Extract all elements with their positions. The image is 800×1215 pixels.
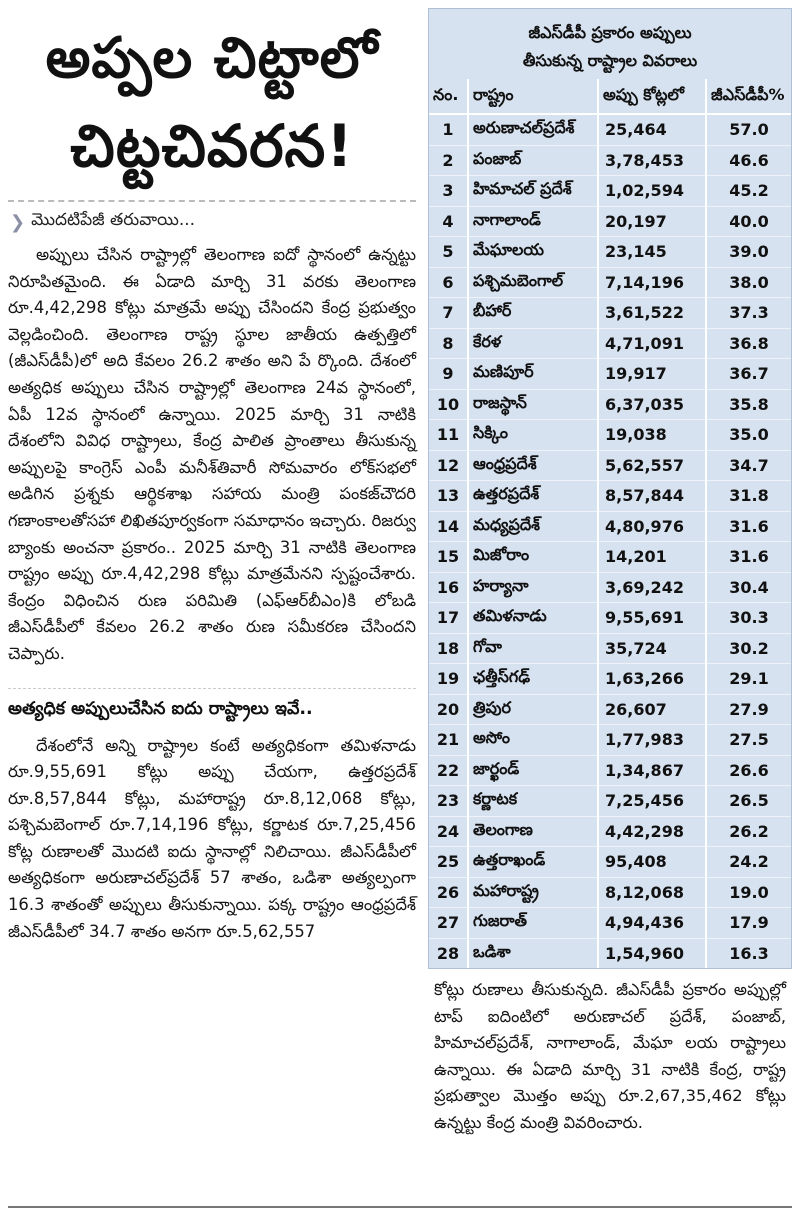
cell-gsdp: 16.3 — [706, 938, 791, 968]
article-left-column — [8, 4, 416, 1209]
cell-gsdp: 37.3 — [706, 298, 791, 329]
cell-sno: 4 — [429, 206, 468, 237]
headline-line-1: అప్పల చిట్టాలో — [45, 26, 379, 91]
table-row — [429, 664, 791, 695]
table-row — [429, 786, 791, 817]
table-row — [429, 816, 791, 847]
subheading: అత్యధిక అప్పులుచేసిన ఐదు రాష్ట్రాలు ఇవే.. — [8, 688, 416, 723]
cell-sno: 22 — [429, 755, 468, 786]
cell-sno: 11 — [429, 420, 468, 451]
cell-gsdp: 31.6 — [706, 542, 791, 573]
cell-debt: 4,71,091 — [598, 328, 706, 359]
table-row — [429, 725, 791, 756]
cell-debt: 1,02,594 — [598, 176, 706, 207]
table-row — [429, 267, 791, 298]
cell-sno: 23 — [429, 786, 468, 817]
cell-sno: 27 — [429, 908, 468, 939]
table-row — [429, 176, 791, 207]
cell-gsdp: 34.7 — [706, 450, 791, 481]
cell-state: కేరళ — [468, 328, 598, 359]
cell-debt: 26,607 — [598, 694, 706, 725]
cell-gsdp: 26.6 — [706, 755, 791, 786]
cell-debt: 8,57,844 — [598, 481, 706, 512]
table-row — [429, 359, 791, 390]
cell-gsdp: 26.2 — [706, 816, 791, 847]
cell-debt: 3,69,242 — [598, 572, 706, 603]
debt-table — [429, 79, 791, 968]
cell-sno: 17 — [429, 603, 468, 634]
cell-debt: 19,917 — [598, 359, 706, 390]
table-row — [429, 633, 791, 664]
cell-debt: 14,201 — [598, 542, 706, 573]
cell-sno: 2 — [429, 145, 468, 176]
cell-gsdp: 39.0 — [706, 237, 791, 268]
table-row — [429, 328, 791, 359]
cell-state: మహారాష్ట్ర — [468, 877, 598, 908]
cell-state: సిక్కిం — [468, 420, 598, 451]
cell-state: తమిళనాడు — [468, 603, 598, 634]
debt-table-box — [428, 8, 792, 969]
cell-debt: 1,54,960 — [598, 938, 706, 968]
body-paragraph-1: అప్పులు చేసిన రాష్ట్రాల్లో తెలంగాణ ఐదో స్థానంలో ఉన్నట్టు నిరూపితమైంది. ఈ ఏడాది మార్చి 31 వరకు తెలంగాణ రూ.4,42,298 కోట్లు మాత్రమే అప్పు చేసిందని కేంద్ర ప్రభుత్వం వెల్లడించింది. తెలంగాణ రాష్ట్ర స్థూల జాతీయ ఉత్పత్తిలో (జీఎస్‌డీపీ)లో అది కేవలం 26.2 శాతం అని పే ర్కొంది. దేశంలో అత్యధిక అప్పులు చేసిన రాష్ట్రాల్లో తెలంగాణ 24వ స్థానంలో, ఏపీ 12వ స్థానంలో ఉన్నాయి. 2025 మార్చి 31 నాటికి దేశంలోని వివిధ రాష్ట్రాలు, కేంద్ర పాలిత ప్రాంతాలు తీసుకున్న అప్పులపై కాంగ్రెస్ ఎంపీ మనీశ్‌తివారీ సోమవారం లోక్‌సభలో అడిగిన ప్రశ్నకు ఆర్థికశాఖ సహాయ మంత్రి పంకజ్‌చౌదరి గణాంకాలతోసహా లిఖితపూర్వకంగా సమాధానం ఇచ్చారు. రిజర్వు బ్యాంకు అంచనా ప్రకారం.. 2025 మార్చి 31 నాటికి తెలంగాణ రాష్ట్రం అప్పు రూ.4,42,298 కోట్లు మాత్రమేనని స్పష్టంచేశారు. కేంద్రం విధించిన రుణ పరిమితి (ఎఫ్‌ఆర్‌బీఎం)కి లోబడి జీఎస్‌డీపీలో కేవలం 26.2 శాతం రుణ సమీకరణ చేసిందని చెప్పారు. — [8, 245, 416, 663]
continuation-kicker — [10, 210, 416, 234]
cell-debt: 19,038 — [598, 420, 706, 451]
cell-debt: 35,724 — [598, 633, 706, 664]
cell-debt: 23,145 — [598, 237, 706, 268]
cell-gsdp: 26.5 — [706, 786, 791, 817]
table-row — [429, 511, 791, 542]
table-row — [429, 847, 791, 878]
cell-sno: 9 — [429, 359, 468, 390]
cell-sno: 15 — [429, 542, 468, 573]
cell-debt: 7,25,456 — [598, 786, 706, 817]
table-row — [429, 603, 791, 634]
table-title-line-2: తీసుకున్న రాష్ట్రాల వివరాలు — [522, 51, 698, 70]
kicker-text: మొదటిపేజీ తరువాయి... — [31, 210, 196, 230]
cell-gsdp: 31.8 — [706, 481, 791, 512]
cell-state: ఛత్తీస్‌గఢ్ — [468, 664, 598, 695]
cell-gsdp: 36.8 — [706, 328, 791, 359]
cell-sno: 8 — [429, 328, 468, 359]
cell-gsdp: 17.9 — [706, 908, 791, 939]
cell-sno: 6 — [429, 267, 468, 298]
cell-state: రాజస్థాన్ — [468, 389, 598, 420]
cell-gsdp: 27.9 — [706, 694, 791, 725]
cell-sno: 19 — [429, 664, 468, 695]
cell-sno: 1 — [429, 114, 468, 145]
table-row — [429, 237, 791, 268]
body-paragraph-3: కోట్లు రుణాలు తీసుకున్నది. జీఎస్‌డీపీ ప్రకారం అప్పుల్లో టాప్ ఐదింటిలో అరుణాచల్ ప్రదేశ్, పంజాబ్, హిమాచల్‌ప్రదేశ్, నాగాలాండ్, మేఘా లయ రాష్ట్రాలు ఉన్నాయి. ఈ ఏడాది మార్చి 31 నాటికి కేంద్ర, రాష్ట్ర ప్రభుత్వాల మొత్తం అప్పు రూ.2,67,35,462 కోట్లు ఉన్నట్టు కేంద్ర మంత్రి వివరించారు. — [434, 980, 786, 1132]
cell-state: మిజోరాం — [468, 542, 598, 573]
cell-gsdp: 24.2 — [706, 847, 791, 878]
cell-sno: 25 — [429, 847, 468, 878]
cell-sno: 20 — [429, 694, 468, 725]
cell-gsdp: 40.0 — [706, 206, 791, 237]
table-header-row — [429, 79, 791, 114]
cell-debt: 9,55,691 — [598, 603, 706, 634]
cell-state: ఉత్తరాఖండ్ — [468, 847, 598, 878]
cell-state: హిమాచల్ ప్రదేశ్ — [468, 176, 598, 207]
header-gsdp: జీఎస్‌డీపీ% — [706, 79, 791, 114]
cell-debt: 8,12,068 — [598, 877, 706, 908]
cell-debt: 95,408 — [598, 847, 706, 878]
cell-state: అసోం — [468, 725, 598, 756]
cell-debt: 25,464 — [598, 114, 706, 145]
cell-gsdp: 46.6 — [706, 145, 791, 176]
cell-gsdp: 30.4 — [706, 572, 791, 603]
cell-sno: 12 — [429, 450, 468, 481]
cell-gsdp: 35.8 — [706, 389, 791, 420]
cell-debt: 1,77,983 — [598, 725, 706, 756]
header-debt: అప్పు కోట్లలో — [598, 79, 706, 114]
cell-state: మణిపూర్ — [468, 359, 598, 390]
table-row — [429, 755, 791, 786]
table-row — [429, 694, 791, 725]
cell-state: పంజాబ్ — [468, 145, 598, 176]
cell-gsdp: 30.2 — [706, 633, 791, 664]
cell-debt: 1,63,266 — [598, 664, 706, 695]
table-row — [429, 206, 791, 237]
cell-gsdp: 57.0 — [706, 114, 791, 145]
table-title — [429, 9, 791, 79]
cell-debt: 6,37,035 — [598, 389, 706, 420]
cell-state: మధ్యప్రదేశ్ — [468, 511, 598, 542]
cell-sno: 24 — [429, 816, 468, 847]
cell-debt: 4,94,436 — [598, 908, 706, 939]
cell-debt: 4,80,976 — [598, 511, 706, 542]
table-row — [429, 908, 791, 939]
cell-debt: 4,42,298 — [598, 816, 706, 847]
cell-state: ఉత్తరప్రదేశ్ — [468, 481, 598, 512]
cell-state: బీహార్ — [468, 298, 598, 329]
cell-debt: 3,78,453 — [598, 145, 706, 176]
cell-gsdp: 36.7 — [706, 359, 791, 390]
chevron-right-icon: ❯ — [10, 211, 26, 233]
cell-gsdp: 35.0 — [706, 420, 791, 451]
cell-sno: 13 — [429, 481, 468, 512]
body-paragraph-2: దేశంలోనే అన్ని రాష్ట్రాల కంటే అత్యధికంగా తమిళనాడు రూ.9,55,691 కోట్లు అప్పు చేయగా, ఉత్తరప్రదేశ్ రూ.8,57,844 కోట్లు, మహారాష్ట్ర రూ.8,12,068 కోట్లు, పశ్చిమబెంగాల్ రూ.7,14,196 కోట్లు, కర్ణాటక రూ.7,25,456 కోట్ల రుణాలతో మొదటి ఐదు స్థానాల్లో నిలిచాయి. జీఎస్‌డీపీలో అత్యధికంగా అరుణాచల్‌ప్రదేశ్ 57 శాతం, ఒడిశా అత్యల్పంగా 16.3 శాతంతో అప్పులు తీసుకున్నాయి. పక్క రాష్ట్రం ఆంధ్రప్రదేశ్ జీఎస్‌డీపీలో 34.7 శాతం అనగా రూ.5,62,557 — [8, 735, 416, 941]
cell-gsdp: 27.5 — [706, 725, 791, 756]
cell-state: కర్ణాటక — [468, 786, 598, 817]
cell-sno: 16 — [429, 572, 468, 603]
table-row — [429, 114, 791, 145]
cell-debt: 3,61,522 — [598, 298, 706, 329]
table-row — [429, 542, 791, 573]
cell-state: గుజరాత్ — [468, 908, 598, 939]
cell-state: త్రిపుర — [468, 694, 598, 725]
table-row — [429, 145, 791, 176]
bottom-rule — [8, 1206, 792, 1208]
cell-state: నాగాలాండ్ — [468, 206, 598, 237]
headline-line-2: చిట్టచివరన! — [70, 112, 354, 180]
cell-sno: 18 — [429, 633, 468, 664]
table-body — [429, 114, 791, 968]
cell-debt: 20,197 — [598, 206, 706, 237]
divider — [8, 200, 416, 202]
table-row — [429, 481, 791, 512]
cell-state: తెలంగాణ — [468, 816, 598, 847]
table-row — [429, 877, 791, 908]
cell-debt: 7,14,196 — [598, 267, 706, 298]
header-sno: నం. — [429, 79, 468, 114]
cell-sno: 14 — [429, 511, 468, 542]
table-row — [429, 572, 791, 603]
cell-state: ఒడిశా — [468, 938, 598, 968]
header-state: రాష్ట్రం — [468, 79, 598, 114]
cell-gsdp: 30.3 — [706, 603, 791, 634]
cell-state: మేఘాలయ — [468, 237, 598, 268]
cell-debt: 1,34,867 — [598, 755, 706, 786]
cell-sno: 28 — [429, 938, 468, 968]
cell-sno: 21 — [429, 725, 468, 756]
cell-gsdp: 31.6 — [706, 511, 791, 542]
cell-sno: 5 — [429, 237, 468, 268]
cell-state: జార్ఖండ్ — [468, 755, 598, 786]
article-right-column — [428, 8, 792, 1137]
cell-state: గోవా — [468, 633, 598, 664]
cell-sno: 26 — [429, 877, 468, 908]
table-row — [429, 450, 791, 481]
cell-state: పశ్చిమబెంగాల్ — [468, 267, 598, 298]
cell-state: హర్యానా — [468, 572, 598, 603]
cell-state: ఆంధ్రప్రదేశ్ — [468, 450, 598, 481]
cell-gsdp: 38.0 — [706, 267, 791, 298]
cell-sno: 7 — [429, 298, 468, 329]
table-title-line-1: జీఎస్‌డీపీ ప్రకారం అప్పులు — [528, 23, 692, 42]
table-row — [429, 298, 791, 329]
cell-gsdp: 19.0 — [706, 877, 791, 908]
cell-debt: 5,62,557 — [598, 450, 706, 481]
cell-gsdp: 45.2 — [706, 176, 791, 207]
cell-gsdp: 29.1 — [706, 664, 791, 695]
cell-sno: 3 — [429, 176, 468, 207]
table-row — [429, 938, 791, 968]
cell-state: అరుణాచల్‌ప్రదేశ్ — [468, 114, 598, 145]
table-row — [429, 389, 791, 420]
table-row — [429, 420, 791, 451]
cell-sno: 10 — [429, 389, 468, 420]
